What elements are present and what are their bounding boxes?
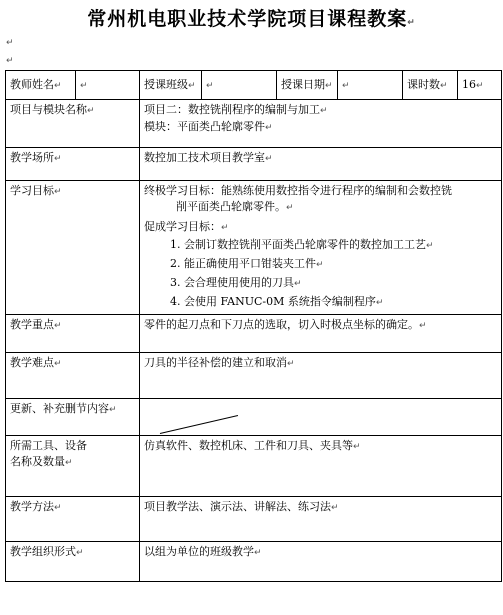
difficulty-label: 教学难点↵ xyxy=(6,353,140,399)
venue-value: 数控加工技术项目教学室↵ xyxy=(140,148,502,181)
paragraph-mark: ↵ xyxy=(6,56,14,66)
tools-label: 所需工具、设备 名称及数量↵ xyxy=(6,436,140,497)
list-item: 1. 会制订数控铣削平面类凸轮廓零件的数控加工工艺↵ xyxy=(184,236,497,255)
hours-label: 课时数↵ xyxy=(403,71,458,100)
class-value: ↵ xyxy=(202,71,277,100)
org-label: 教学组织形式↵ xyxy=(6,542,140,582)
key-label: 教学重点↵ xyxy=(6,315,140,353)
update-value xyxy=(140,399,502,436)
date-label: 授课日期↵ xyxy=(277,71,338,100)
list-item: 2. 能正确使用平口钳装夹工件↵ xyxy=(184,255,497,274)
goals-row xyxy=(6,181,502,315)
lesson-plan-table xyxy=(5,70,502,582)
key-row xyxy=(6,315,502,353)
list-item: 4. 会使用 FANUC-0M 系统指令编制程序↵ xyxy=(184,293,497,312)
document-title: 常州机电职业技术学院项目课程教案↵ xyxy=(87,8,416,30)
key-value: 零件的起刀点和下刀点的选取，切入时极点坐标的确定。↵ xyxy=(140,315,502,353)
teacher-name-value: ↵ xyxy=(76,71,140,100)
goals-value: 终极学习目标：能熟练使用数控指令进行程序的编制和会数控铣 削平面类凸轮廓零件。↵ 促成学习目标：↵ 1. 会制订数控铣削平面类凸轮廓零件的数控加工工艺↵ 2. 能正确使用平口钳装夹工件↵ 3. 会合理使用使用的刀具↵ 4. 会使用 FANUC-0M 系统指令编制程序↵ xyxy=(140,181,502,315)
date-value: ↵ xyxy=(338,71,403,100)
project-label: 项目与模块名称↵ xyxy=(6,100,140,148)
org-row xyxy=(6,542,502,582)
tools-row xyxy=(6,436,502,497)
difficulty-value: 刀具的半径补偿的建立和取消↵ xyxy=(140,353,502,399)
project-row xyxy=(6,100,502,148)
org-value: 以组为单位的班级教学↵ xyxy=(140,542,502,582)
promote-goal-list xyxy=(144,236,497,312)
difficulty-row xyxy=(6,353,502,399)
class-label: 授课班级↵ xyxy=(140,71,202,100)
update-label: 更新、补充删节内容↵ xyxy=(6,399,140,436)
method-label: 教学方法↵ xyxy=(6,497,140,542)
venue-row xyxy=(6,148,502,181)
venue-label: 教学场所↵ xyxy=(6,148,140,181)
hours-value: 16↵ xyxy=(458,71,502,100)
update-row xyxy=(6,399,502,436)
paragraph-mark: ↵ xyxy=(6,38,14,48)
tools-value: 仿真软件、数控机床、工件和刀具、夹具等↵ xyxy=(140,436,502,497)
final-goal-text: 终极学习目标：能熟练使用数控指令进行程序的编制和会数控铣 xyxy=(144,184,452,197)
list-item: 3. 会合理使用使用的刀具↵ xyxy=(184,274,497,293)
project-value: 项目二：数控铣削程序的编制与加工↵ 模块：平面类凸轮廓零件↵ xyxy=(140,100,502,148)
goals-label: 学习目标↵ xyxy=(6,181,140,315)
header-row xyxy=(6,71,502,100)
teacher-name-label: 教师姓名↵ xyxy=(6,71,76,100)
method-value: 项目教学法、演示法、讲解法、练习法↵ xyxy=(140,497,502,542)
method-row xyxy=(6,497,502,542)
